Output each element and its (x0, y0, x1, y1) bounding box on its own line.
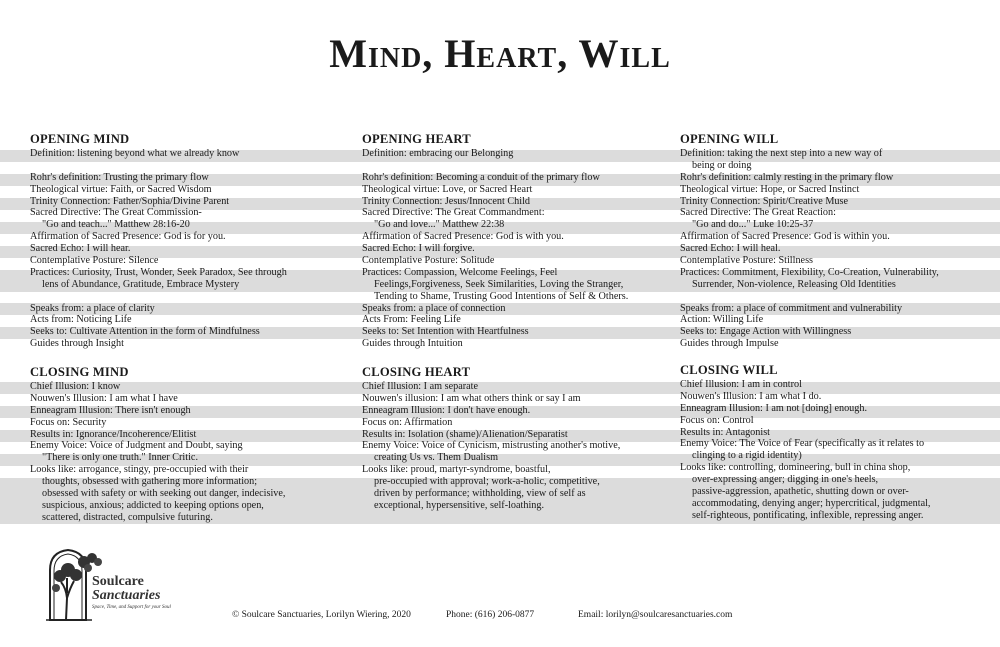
text-line: Chief Illusion: I am separate (362, 381, 478, 392)
text-line: "Go and teach..." Matthew 28:16-20 (42, 219, 190, 231)
text-line: Trinity Connection: Jesus/Innocent Child (362, 195, 530, 207)
text-line: over-expressing anger; digging in one's heels, (692, 474, 879, 486)
closing-heart-section (362, 366, 620, 512)
text-line: Enemy Voice: Voice of Cynicism, mistrusting another's motive, (362, 440, 621, 452)
text-line: Sacred Echo: I will forgive. (362, 243, 475, 255)
text-line (680, 291, 939, 303)
logo-name-line1: Soulcare (92, 574, 144, 589)
logo-wordmark (92, 575, 160, 603)
text-line (30, 160, 287, 172)
text-line: clinging to a rigid identity) (692, 450, 802, 462)
footer-phone: Phone: (616) 206-0877 (446, 610, 535, 620)
text-line: scattered, distracted, compulsive futuring. (42, 511, 213, 523)
opening-will-heading: OPENING WILL (680, 132, 779, 146)
text-line: Trinity Connection: Father/Sophia/Divine Parent (30, 195, 230, 207)
opening-heart-section (362, 133, 628, 350)
text-line: Rohr's definition: calmly resting in the primary flow (680, 171, 894, 183)
text-line: Feelings,Forgiveness, Seek Similarities, Loving the Stranger, (374, 278, 624, 290)
text-line: Definition: taking the next step into a new way of (680, 148, 883, 159)
text-line: Guides through Insight (30, 338, 124, 350)
text-line: suspicious, anxious; addicted to keeping options open, (42, 499, 264, 511)
text-line: "Go and love..." Matthew 22:38 (374, 219, 505, 231)
text-line: Theological virtue: Love, or Sacred Heart (362, 183, 533, 195)
closing-mind-heading: CLOSING MIND (30, 365, 129, 379)
text-line: Seeks to: Set Intention with Heartfulness (362, 326, 529, 338)
text-line: Enemy Voice: Voice of Judgment and Doubt, saying (30, 440, 243, 452)
text-line: Action: Willing Life (680, 314, 764, 326)
text-line: Affirmation of Sacred Presence: God is for you. (30, 231, 226, 243)
text-line: Theological virtue: Hope, or Sacred Instinct (680, 183, 860, 195)
opening-heart-heading: OPENING HEART (362, 132, 471, 146)
text-line: Focus on: Security (30, 416, 107, 428)
text-line: Theological virtue: Faith, or Sacred Wisdom (30, 183, 212, 195)
text-line (30, 291, 287, 303)
opening-mind-heading: OPENING MIND (30, 132, 130, 146)
text-line: Chief Illusion: I know (30, 381, 121, 392)
text-line: Nouwen's illusion: I am what others think or say I am (362, 392, 581, 404)
text-line: Practices: Compassion, Welcome Feelings, Feel (362, 266, 558, 278)
text-line: Results in: Antagonist (680, 426, 770, 438)
text-line: Guides through Impulse (680, 338, 779, 350)
text-line: Trinity Connection: Spirit/Creative Muse (680, 195, 848, 207)
footer-copyright: © Soulcare Sanctuaries, Lorilyn Wiering, 2020 (232, 610, 411, 620)
closing-heart-heading: CLOSING HEART (362, 365, 471, 379)
footer-email: Email: lorilyn@soulcaresanctuaries.com (578, 610, 733, 620)
text-line: Rohr's definition: Becoming a conduit of the primary flow (362, 171, 600, 183)
text-line: Focus on: Control (680, 414, 754, 426)
text-line: obsessed with safety or with seeking out danger, indecisive, (42, 488, 286, 500)
text-line: Seeks to: Cultivate Attention in the form of Mindfulness (30, 326, 260, 338)
text-line: Chief Illusion: I am in control (680, 379, 802, 390)
text-line: driven by performance; withholding, view of self as (374, 488, 586, 500)
text-line: Looks like: controlling, domineering, bull in china shop, (680, 462, 911, 474)
closing-mind-section (30, 366, 285, 524)
text-line: lens of Abundance, Gratitude, Embrace Mystery (42, 278, 240, 290)
text-line: Looks like: proud, martyr-syndrome, boastful, (362, 464, 551, 476)
text-line: Surrender, Non-violence, Releasing Old Identities (692, 278, 896, 290)
text-line: Definition: listening beyond what we already know (30, 148, 240, 159)
page-title: Mind, Heart, Will (329, 31, 671, 76)
text-line: Results in: Isolation (shame)/Alienation/Separatist (362, 428, 568, 440)
text-line: Sacred Directive: The Great Reaction: (680, 207, 836, 219)
text-line: Sacred Directive: The Great Commission- (30, 207, 202, 219)
text-line: Sacred Echo: I will hear. (30, 243, 131, 255)
text-line: passive-aggression, apathetic, shutting down or over- (692, 486, 909, 498)
opening-will-section (680, 133, 939, 350)
text-line: "There is only one truth." Inner Critic. (42, 452, 198, 464)
text-line: being or doing (692, 159, 752, 171)
text-line: Enneagram Illusion: There isn't enough (30, 404, 191, 416)
text-line: Results in: Ignorance/Incoherence/Elitist (30, 428, 197, 440)
text-line (362, 160, 628, 172)
text-line: Contemplative Posture: Stillness (680, 255, 813, 267)
text-line: Enneagram Illusion: I am not [doing] enough. (680, 402, 868, 414)
text-line: Rohr's definition: Trusting the primary flow (30, 171, 209, 183)
text-line: accommodating, denying anger; hypercritical, judgmental, (692, 497, 931, 509)
text-line: Enneagram Illusion: I don't have enough. (362, 404, 531, 416)
logo-name-line2: Sanctuaries (92, 588, 161, 603)
text-line: Sacred Directive: The Great Commandment: (362, 207, 545, 219)
text-line: Speaks from: a place of connection (362, 302, 506, 314)
text-line: creating Us vs. Them Dualism (374, 452, 499, 464)
text-line: Speaks from: a place of commitment and vulnerability (680, 302, 903, 314)
text-line: Definition: embracing our Belonging (362, 148, 514, 159)
text-line: Practices: Curiosity, Trust, Wonder, Seek Paradox, See through (30, 266, 287, 278)
text-line: thoughts, obsessed with gathering more information; (42, 476, 258, 488)
text-line: Affirmation of Sacred Presence: God is within you. (680, 231, 890, 243)
text-line: Acts from: Noticing Life (30, 314, 132, 326)
text-line: Seeks to: Engage Action with Willingness (680, 326, 852, 338)
text-line: Enemy Voice: The Voice of Fear (specifically as it relates to (680, 438, 925, 450)
text-line: self-righteous, pontificating, inflexible, repressing anger. (692, 509, 924, 521)
closing-will-section (680, 364, 930, 522)
text-line: pre-occupied with approval; work-a-holic, competitive, (374, 476, 600, 488)
text-line: exceptional, hypersensitive, self-loathing. (374, 499, 545, 511)
text-line: Contemplative Posture: Solitude (362, 255, 495, 267)
opening-mind-section (30, 133, 287, 350)
text-line: Focus on: Affirmation (362, 416, 453, 428)
text-line: Contemplative Posture: Silence (30, 255, 159, 267)
text-line: Guides through Intuition (362, 338, 463, 350)
text-line: "Go and do..." Luke 10:25-37 (692, 219, 814, 231)
text-line: Nouwen's Illusion: I am what I have (30, 392, 178, 404)
text-line: Practices: Commitment, Flexibility, Co-Creation, Vulnerability, (680, 266, 939, 278)
text-line: Affirmation of Sacred Presence: God is with you. (362, 231, 564, 243)
closing-will-heading: CLOSING WILL (680, 363, 778, 377)
text-line: Tending to Shame, Trusting Good Intentions of Self & Others. (374, 290, 629, 302)
text-line: Nouwen's Illusion: I am what I do. (680, 390, 822, 402)
text-line: Acts From: Feeling Life (362, 314, 461, 326)
text-line: Looks like: arrogance, stingy, pre-occupied with their (30, 464, 249, 476)
text-line: Speaks from: a place of clarity (30, 302, 155, 314)
logo-tagline: Space, Time, and Support for your Soul (92, 605, 171, 610)
text-line: Sacred Echo: I will heal. (680, 243, 781, 255)
